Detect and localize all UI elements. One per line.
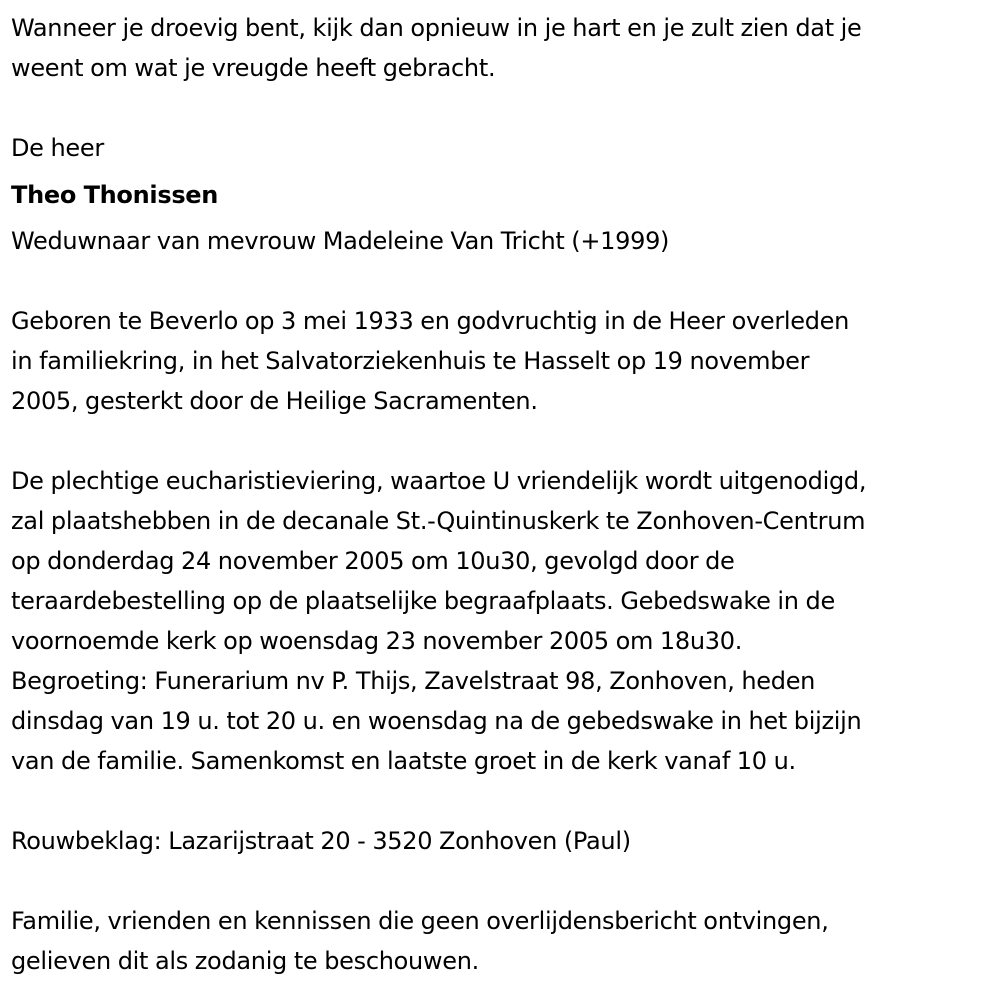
text-line: zal plaatshebben in de decanale St.-Quintinuskerk te Zonhoven-Centrum xyxy=(11,507,866,535)
quote-line: Wanneer je droevig bent, kijk dan opnieuw in je hart en je zult zien dat je xyxy=(11,14,862,42)
spacer xyxy=(11,88,996,128)
text-line: Familie, vrienden en kennissen die geen overlijdensbericht ontvingen, xyxy=(11,907,829,935)
text-line: in familiekring, in het Salvatorziekenhuis te Hasselt op 19 november xyxy=(11,347,810,375)
spacer xyxy=(11,861,996,901)
text-line: voornoemde kerk op woensdag 23 november 2005 om 18u30. xyxy=(11,627,743,655)
text-line: 2005, gesterkt door de Heilige Sacramenten. xyxy=(11,387,538,415)
text-line: van de familie. Samenkomst en laatste groet in de kerk vanaf 10 u. xyxy=(11,747,796,775)
spacer xyxy=(11,261,996,301)
salutation: De heer xyxy=(11,134,104,162)
text-line: Geboren te Beverlo op 3 mei 1933 en godvruchtig in de Heer overleden xyxy=(11,307,850,335)
widower-line: Weduwnaar van mevrouw Madeleine Van Tricht (+1999) xyxy=(11,227,670,255)
closing-notice xyxy=(11,901,996,981)
obituary-document xyxy=(11,8,996,981)
spacer xyxy=(11,421,996,461)
ceremony-paragraph xyxy=(11,461,996,781)
spacer xyxy=(11,781,996,821)
opening-quote xyxy=(11,8,996,88)
deceased-name: Theo Thonissen xyxy=(11,181,219,209)
quote-line: weent om wat je vreugde heeft gebracht. xyxy=(11,54,496,82)
text-line: dinsdag van 19 u. tot 20 u. en woensdag na de gebedswake in het bijzijn xyxy=(11,707,862,735)
condolences-address: Rouwbeklag: Lazarijstraat 20 - 3520 Zonhoven (Paul) xyxy=(11,827,631,855)
birth-death-paragraph xyxy=(11,301,996,421)
text-line: op donderdag 24 november 2005 om 10u30, gevolgd door de xyxy=(11,547,735,575)
text-line: Begroeting: Funerarium nv P. Thijs, Zavelstraat 98, Zonhoven, heden xyxy=(11,667,816,695)
text-line: gelieven dit als zodanig te beschouwen. xyxy=(11,947,479,975)
text-line: teraardebestelling op de plaatselijke begraafplaats. Gebedswake in de xyxy=(11,587,835,615)
text-line: De plechtige eucharistieviering, waartoe U vriendelijk wordt uitgenodigd, xyxy=(11,467,867,495)
